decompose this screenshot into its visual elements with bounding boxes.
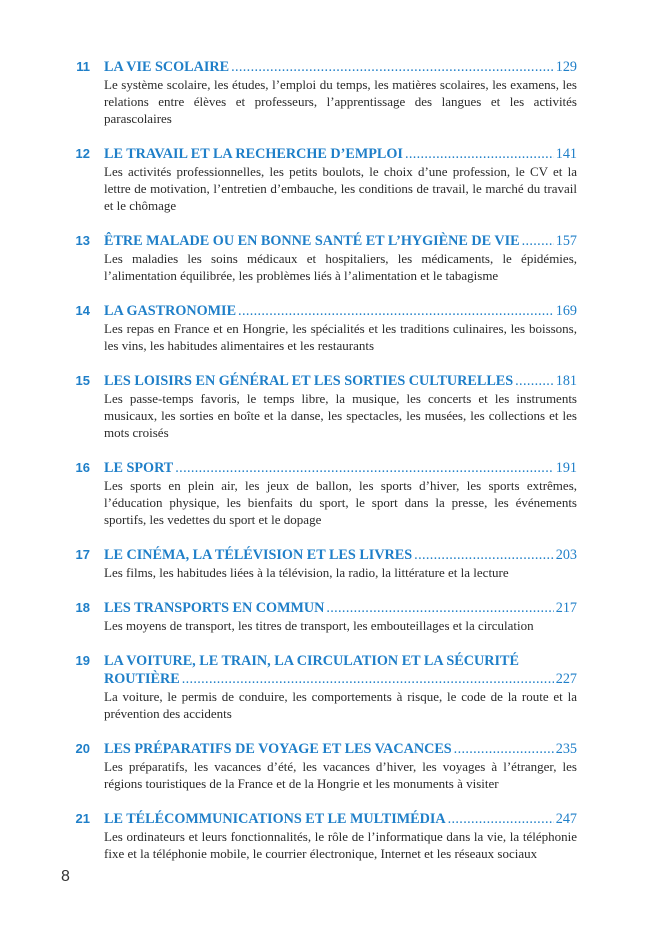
chapter-title: LE TÉLÉCOMMUNICATIONS ET LE MULTIMÉDIA [104,811,446,827]
dot-leader [522,232,554,250]
chapter-title: LES TRANSPORTS EN COMMUN [104,600,325,616]
page-number: 157 [555,233,577,249]
toc-entry-17[interactable] [0,546,665,581]
chapter-heading[interactable] [104,372,577,390]
chapter-number: 18 [75,600,90,615]
chapter-title: ÊTRE MALADE OU EN BONNE SANTÉ ET L’HYGIÈNE DE VIE [104,233,520,249]
chapter-number: 19 [75,653,90,668]
page-folio: 8 [61,868,70,885]
toc-entry-18[interactable] [0,599,665,634]
chapter-heading[interactable] [104,459,577,477]
chapter-description: Les préparatifs, les vacances d’été, les vacances d’hiver, les voyages à l’étranger, les régions touristiques de la France et de la Hongrie et les monuments à visiter [104,759,577,791]
page-number: 129 [555,59,577,75]
chapter-description: Le système scolaire, les études, l’emploi du temps, les matières scolaires, les examens, les relations entre élèves et professeurs, l’apprentissage des langues et les activités parascolaires [104,77,577,126]
page-number: 169 [555,303,577,319]
chapter-title: ROUTIÈRE [104,671,180,687]
chapter-heading[interactable] [104,546,577,564]
chapter-title-line1[interactable]: LA VOITURE, LE TRAIN, LA CIRCULATION ET LA SÉCURITÉ [104,653,519,669]
chapter-heading[interactable] [104,232,577,250]
chapter-title: LE CINÉMA, LA TÉLÉVISION ET LES LIVRES [104,547,413,563]
dot-leader [175,459,553,477]
page-number: 247 [555,811,577,827]
page-number: 203 [555,547,577,563]
toc-entry-11[interactable] [0,58,665,127]
dot-leader [405,145,554,163]
chapter-number: 11 [76,59,90,74]
toc-entry-15[interactable] [0,372,665,441]
chapter-title: LA VIE SCOLAIRE [104,59,230,75]
chapter-title: LE TRAVAIL ET LA RECHERCHE D’EMPLOI [104,146,403,162]
chapter-heading[interactable] [104,810,577,828]
chapter-description: Les activités professionnelles, les petits boulots, le choix d’une profession, le CV et la lettre de motivation, l’entretien d’embauche, les conditions de travail, le marché du travail et le chômage [104,164,577,213]
chapter-description: Les repas en France et en Hongrie, les spécialités et les traditions culinaires, les boissons, les vins, les habitudes alimentaires et les restaurants [104,321,577,353]
dot-leader [182,670,554,688]
toc-entry-19[interactable] [0,652,665,722]
chapter-number: 14 [75,303,90,318]
chapter-description: Les moyens de transport, les titres de transport, les embouteillages et la circulation [104,618,534,633]
page-number: 227 [555,671,577,687]
chapter-title: LE SPORT [104,460,174,476]
dot-leader [448,810,554,828]
dot-leader [414,546,554,564]
dot-leader [454,740,554,758]
chapter-number: 21 [75,811,90,826]
chapter-heading[interactable] [104,58,577,76]
chapter-description: Les sports en plein air, les jeux de ballon, les sports d’hiver, les sports extrêmes, l’éducation physique, les bienfaits du sport, le sport dans la presse, les événements sportifs, les vedettes du sport et le dopage [104,478,577,527]
chapter-number: 15 [75,373,90,388]
dot-leader [326,599,553,617]
chapter-number: 16 [75,460,90,475]
chapter-number: 20 [75,741,90,756]
dot-leader [238,302,554,320]
chapter-description: Les passe-temps favoris, le temps libre, la musique, les concerts et les instruments musicaux, les sorties en boîte et la danse, les spectacles, les musées, les collections et les mots croisés [104,391,577,440]
chapter-title: LA GASTRONOMIE [104,303,237,319]
chapter-title: LES PRÉPARATIFS DE VOYAGE ET LES VACANCES [104,741,452,757]
chapter-heading[interactable] [104,599,577,617]
toc-entry-16[interactable] [0,459,665,528]
table-of-contents [0,58,665,880]
page-number: 235 [555,741,577,757]
chapter-description: Les films, les habitudes liées à la télévision, la radio, la littérature et la lecture [104,565,509,580]
chapter-heading[interactable] [104,740,577,758]
chapter-heading[interactable] [104,302,577,320]
chapter-heading[interactable] [104,145,577,163]
page-number: 217 [555,600,577,616]
toc-entry-14[interactable] [0,302,665,354]
toc-entry-12[interactable] [0,145,665,214]
page-number: 181 [555,373,577,389]
toc-entry-13[interactable] [0,232,665,284]
toc-entry-21[interactable] [0,810,665,862]
chapter-heading[interactable] [104,670,577,688]
chapter-number: 17 [75,547,90,562]
dot-leader [515,372,554,390]
chapter-description: La voiture, le permis de conduire, les comportements à risque, le code de la route et la prévention des accidents [104,689,577,721]
chapter-number: 13 [75,233,90,248]
dot-leader [231,58,554,76]
page-number: 141 [555,146,577,162]
chapter-description: Les ordinateurs et leurs fonctionnalités, le rôle de l’informatique dans la vie, la téléphonie fixe et la téléphonie mobile, le courrier électronique, Internet et les réseaux sociaux [104,829,577,861]
chapter-number: 12 [75,146,90,161]
page-number: 191 [555,460,577,476]
toc-entry-20[interactable] [0,740,665,792]
chapter-description: Les maladies les soins médicaux et hospitaliers, les médicaments, le épidémies, l’alimentation équilibrée, les problèmes liés à l’alimentation et le tabagisme [104,251,577,283]
chapter-title: LES LOISIRS EN GÉNÉRAL ET LES SORTIES CULTURELLES [104,373,514,389]
